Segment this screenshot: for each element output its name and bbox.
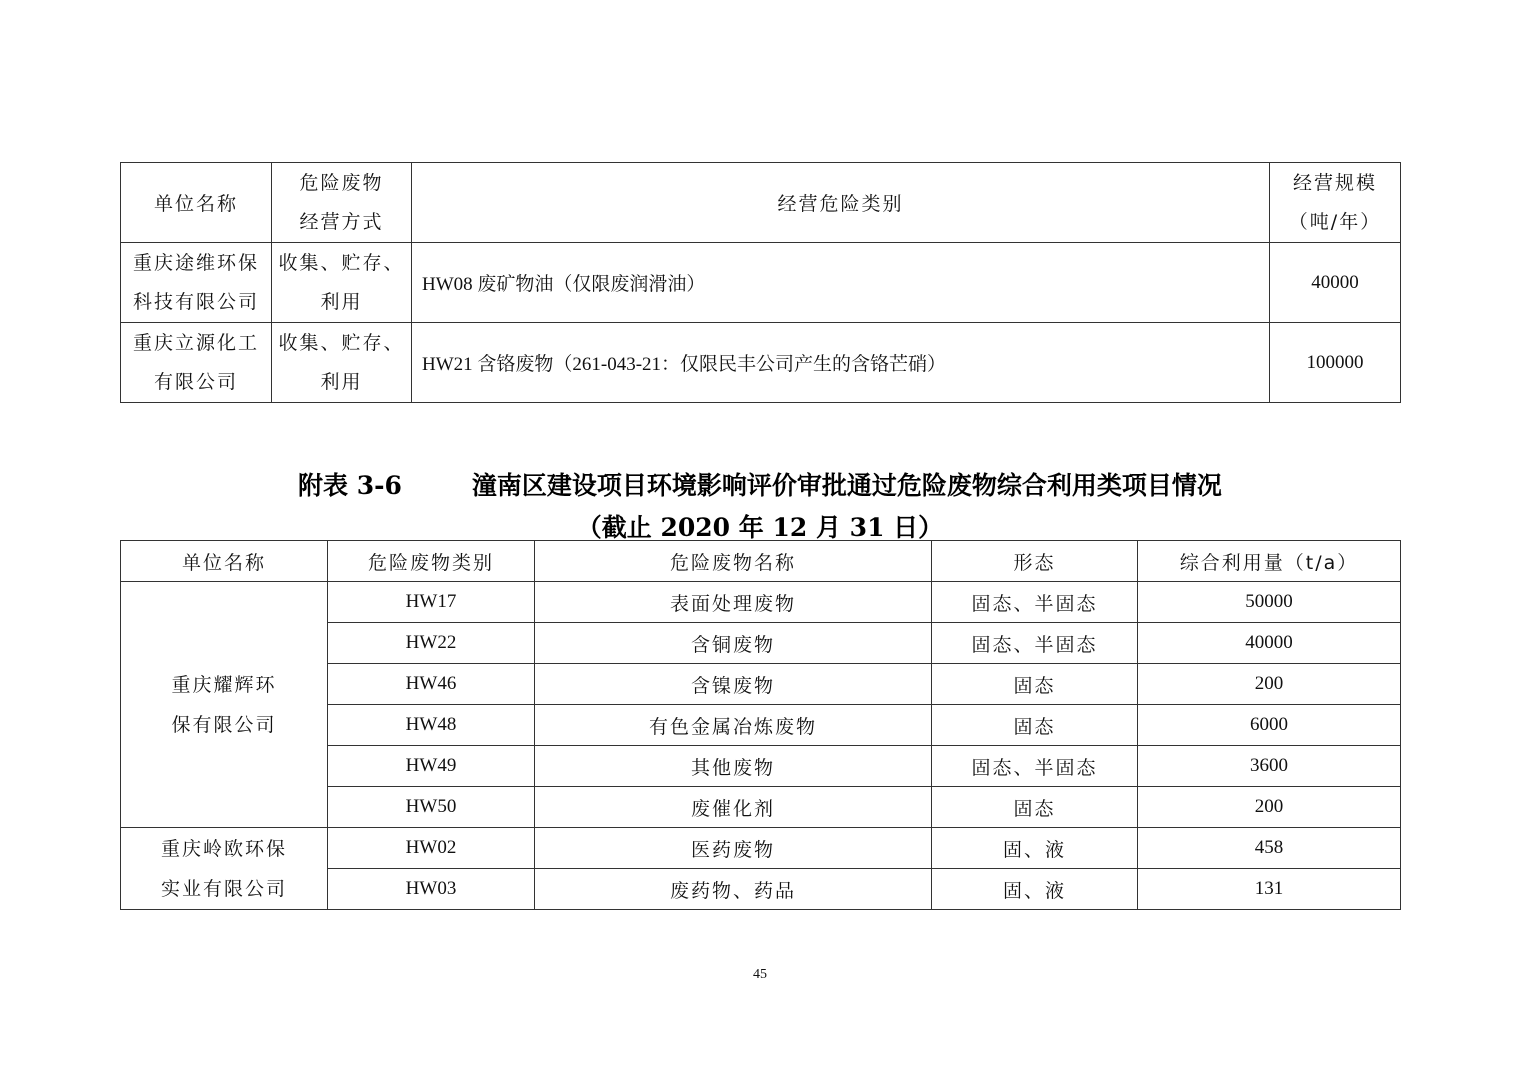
amount-cell: 200 [1138,664,1401,705]
name-cell: 医药废物 [535,828,932,869]
unit-cell: 重庆立源化工 有限公司 [121,323,272,403]
table-title [0,466,1520,502]
utilization-table [120,540,1401,910]
name-cell: 含镍废物 [535,664,932,705]
mode-cell: 收集、贮存、 利用 [272,243,412,323]
unit-cell: 重庆途维环保 科技有限公司 [121,243,272,323]
operating-permit-table [120,162,1401,403]
table-header-row [121,541,1401,582]
mode-cell: 收集、贮存、 利用 [272,323,412,403]
amount-cell: 6000 [1138,705,1401,746]
state-cell: 固态、半固态 [932,746,1138,787]
code-cell: HW22 [328,623,535,664]
name-cell: 废药物、药品 [535,869,932,910]
header-code: 危险废物类别 [328,541,535,582]
name-cell: 废催化剂 [535,787,932,828]
name-cell: 有色金属冶炼废物 [535,705,932,746]
table-row [121,243,1401,323]
table-subtitle: （截止 2020 年 12 月 31 日） [576,513,944,542]
header-unit: 单位名称 [121,163,272,243]
scale-cell: 40000 [1270,243,1401,323]
header-amount: 综合利用量（t/a） [1138,541,1401,582]
category-cell: HW21 含铬废物（261-043-21：仅限民丰公司产生的含铬芒硝） [412,323,1270,403]
name-cell: 含铜废物 [535,623,932,664]
state-cell: 固态 [932,664,1138,705]
amount-cell: 458 [1138,828,1401,869]
code-cell: HW49 [328,746,535,787]
name-cell: 表面处理废物 [535,582,932,623]
state-cell: 固态、半固态 [932,582,1138,623]
table-row [121,582,1401,623]
table-row [121,828,1401,869]
header-name: 危险废物名称 [535,541,932,582]
scale-cell: 100000 [1270,323,1401,403]
state-cell: 固、液 [932,869,1138,910]
header-scale: 经营规模 （吨/年） [1270,163,1401,243]
amount-cell: 3600 [1138,746,1401,787]
state-cell: 固态、半固态 [932,623,1138,664]
state-cell: 固、液 [932,828,1138,869]
amount-cell: 131 [1138,869,1401,910]
state-cell: 固态 [932,787,1138,828]
amount-cell: 200 [1138,787,1401,828]
name-cell: 其他废物 [535,746,932,787]
code-cell: HW48 [328,705,535,746]
code-cell: HW50 [328,787,535,828]
code-cell: HW17 [328,582,535,623]
unit-cell: 重庆岭欧环保 实业有限公司 [121,828,328,910]
code-cell: HW03 [328,869,535,910]
page-number: 45 [753,967,767,982]
category-cell: HW08 废矿物油（仅限废润滑油） [412,243,1270,323]
table-title-text: 潼南区建设项目环境影响评价审批通过危险废物综合利用类项目情况 [471,471,1222,500]
table-row [121,323,1401,403]
header-unit: 单位名称 [121,541,328,582]
header-category: 经营危险类别 [412,163,1270,243]
amount-cell: 50000 [1138,582,1401,623]
header-state: 形态 [932,541,1138,582]
code-cell: HW02 [328,828,535,869]
table-header-row [121,163,1401,243]
state-cell: 固态 [932,705,1138,746]
table-label: 附表 3-6 [298,471,402,500]
code-cell: HW46 [328,664,535,705]
amount-cell: 40000 [1138,623,1401,664]
unit-cell: 重庆耀辉环 保有限公司 [121,582,328,828]
header-mode: 危险废物 经营方式 [272,163,412,243]
